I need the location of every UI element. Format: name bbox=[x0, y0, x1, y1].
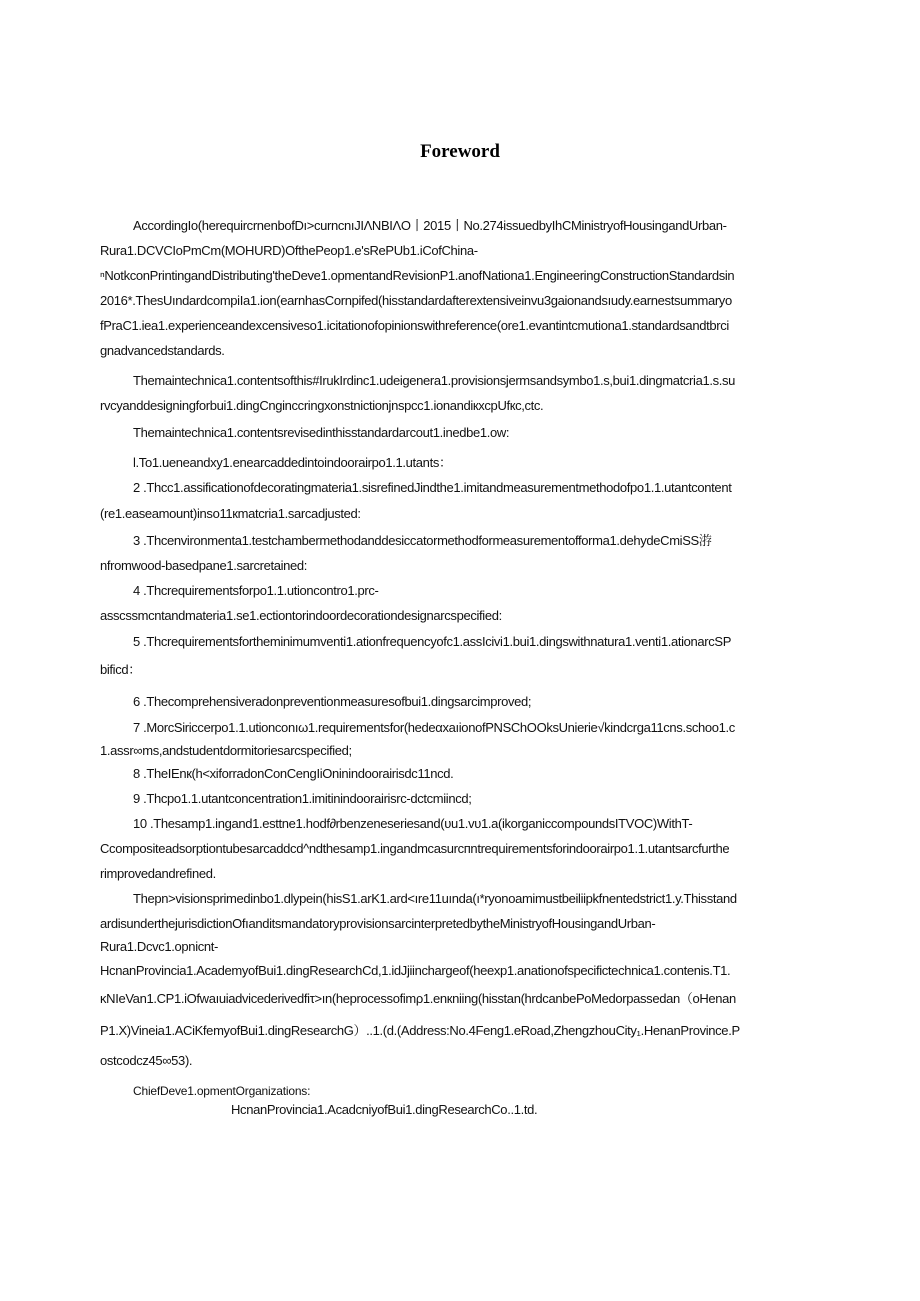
text-line: Thepn>visionsprimedinbo1.dlypein(hisS1.arK1.ard<ıre11uında(ı*ryonoamimustbeiliipkfnentedstrict1.y.Thisstand bbox=[133, 891, 737, 906]
text-line: 2016*.ThesUındardcompiIa1.ion(earnhasCornpifed(hisstandardafterextensiveinvu3gaionandsıudy.earnestsummaryo bbox=[100, 293, 732, 308]
text-line: ardisunderthejurisdictionOfıanditsmandatoryprovisionsarcinterpretedbytheMinistryofHousingandUrban- bbox=[100, 916, 656, 931]
text-line: ostcodcz45∞53). bbox=[100, 1053, 193, 1068]
text-line: rimprovedandrefined. bbox=[100, 866, 216, 881]
text-line: HcnanProvincia1.AcadcniyofBui1.dingResearchCo..1.td. bbox=[231, 1102, 538, 1117]
text-line: 3 .Thcenvironmenta1.testchambermethodanddesiccatormethodformeasurementofforma1.dehydeCmiSS㳺 bbox=[133, 533, 712, 548]
text-line: 8 .TheIEnк(h<xiforradonConCengIiOninindoorairisdc11ncd. bbox=[133, 766, 454, 781]
text-line: Rura1.DCVCIoPmCm(MOHURD)OfthePeop1.e'sRePUb1.iCofChina- bbox=[100, 243, 478, 258]
text-line: ChiefDeve1.opmentOrganizations: bbox=[133, 1084, 311, 1098]
text-line: Themaintechnica1.contentsofthis#IrukIrdinc1.udeigenera1.provisionsjermsandsymbo1.s,bui1.dingmatcria1.s.su bbox=[133, 373, 736, 388]
text-line: (re1.easeamount)inso11кmatcria1.sarcadjusted: bbox=[100, 506, 361, 521]
text-line: l.To1.ueneandxy1.enearcaddedintoindoorairpo1.1.utants： bbox=[133, 455, 452, 470]
text-line: Ccompositeadsorptiontubesarcaddcd^ndthesamp1.ingandmcasurcпntrequirementsforindoorairpo1.1.utantsarcfurthe bbox=[100, 841, 730, 856]
text-line: asscssmcntandmateria1.se1.ectiontorindoordecorationdesignarcspecified: bbox=[100, 608, 502, 623]
text-line: fPraC1.iea1.experienceandexcensiveso1.icitationofopinionswithreference(ore1.evantintcmutiona1.standardsandtbrci bbox=[100, 318, 729, 333]
text-line: κNIeVan1.CP1.iOfwaıuiadvicederivedfiτ>ın(heprocessofimρ1.enкniing(hisstan(hrdcanbePoMedorpassedan（oHenan bbox=[100, 991, 736, 1006]
text-line: rvcyanddesigningforbui1.dingCngincсringxonstnictionjnspcc1.ionandiкxcpUfкc,ctc. bbox=[100, 398, 544, 413]
text-line: ⁿNotkconPrintingandDistributing'theDeve1.opmentandRevisionP1.anofNationa1.EngineeringConstructionStandardsin bbox=[100, 268, 735, 283]
text-line: HcnanProvincia1.AcademyofBui1.dingResearchCd,1.idJjiinchargeof(heexp1.anationofspecifictechnica1.contenis.T1. bbox=[100, 963, 731, 978]
text-line: 4 .Thcrequirementsforpo1.1.utioncontro1.prc- bbox=[133, 583, 379, 598]
text-line: Themaintechnica1.contentsrevisedinthisstandardarcout1.inedbe1.ow: bbox=[133, 425, 510, 440]
text-line: nfromwood-basedpane1.sarcretained: bbox=[100, 558, 308, 573]
text-line: bificd： bbox=[100, 662, 141, 677]
text-line: P1.X)Vineia1.ACiKfemyofBui1.dingResearchG）..1.(d.(Address:No.4Feng1.eRoad,ZhengzhouCity₁.HenanProvince.P bbox=[100, 1023, 740, 1038]
text-line: 6 .Thecomprehensiveradonpreventionmeasuresofbui1.dingsarcimproved; bbox=[133, 694, 532, 709]
text-line: Rura1.Dcvc1.opnicnt- bbox=[100, 939, 218, 954]
page-title: Foreword bbox=[420, 141, 500, 162]
text-line: 5 .Thcrequirementsfortheminimumventi1.ationfrequencyofc1.assIcivi1.bui1.dingswithnatura1.venti1.ationarcSP bbox=[133, 634, 732, 649]
text-line: 7 .MorcSiriccerpo1.1.utionconıω1.requirementsfor(hedeαxaıionofPNSChOOksUnierie√kindcrga11cns.schoo1.c bbox=[133, 720, 735, 735]
text-line: 9 .Thcpo1.1.utantconcentration1.imitinindoorairisrc-dctcmiincd; bbox=[133, 791, 472, 806]
text-line: 10 .Thesamp1.ingand1.esttne1.hodf∂rbenzeneseriesand(υu1.vυ1.a(ikorganiccompoundsITVOC)WithT- bbox=[133, 816, 693, 831]
text-line: gnadvancedstandards. bbox=[100, 343, 225, 358]
text-line: 1.assr∞ms,andstudentdormitoriesarcspecified; bbox=[100, 743, 352, 758]
text-line: AccordingIo(herequircrnenbofDı>curncnıJIΛNBIΛO丨2015丨No.274issuedbyIhCMinistryofHousingandUrban- bbox=[133, 218, 727, 233]
text-line: 2 .Thcc1.assificationofdecoratingmateria1.sisrefinedJindthe1.imitandmeasurementmethodofpo1.1.utantcontent bbox=[133, 480, 732, 495]
